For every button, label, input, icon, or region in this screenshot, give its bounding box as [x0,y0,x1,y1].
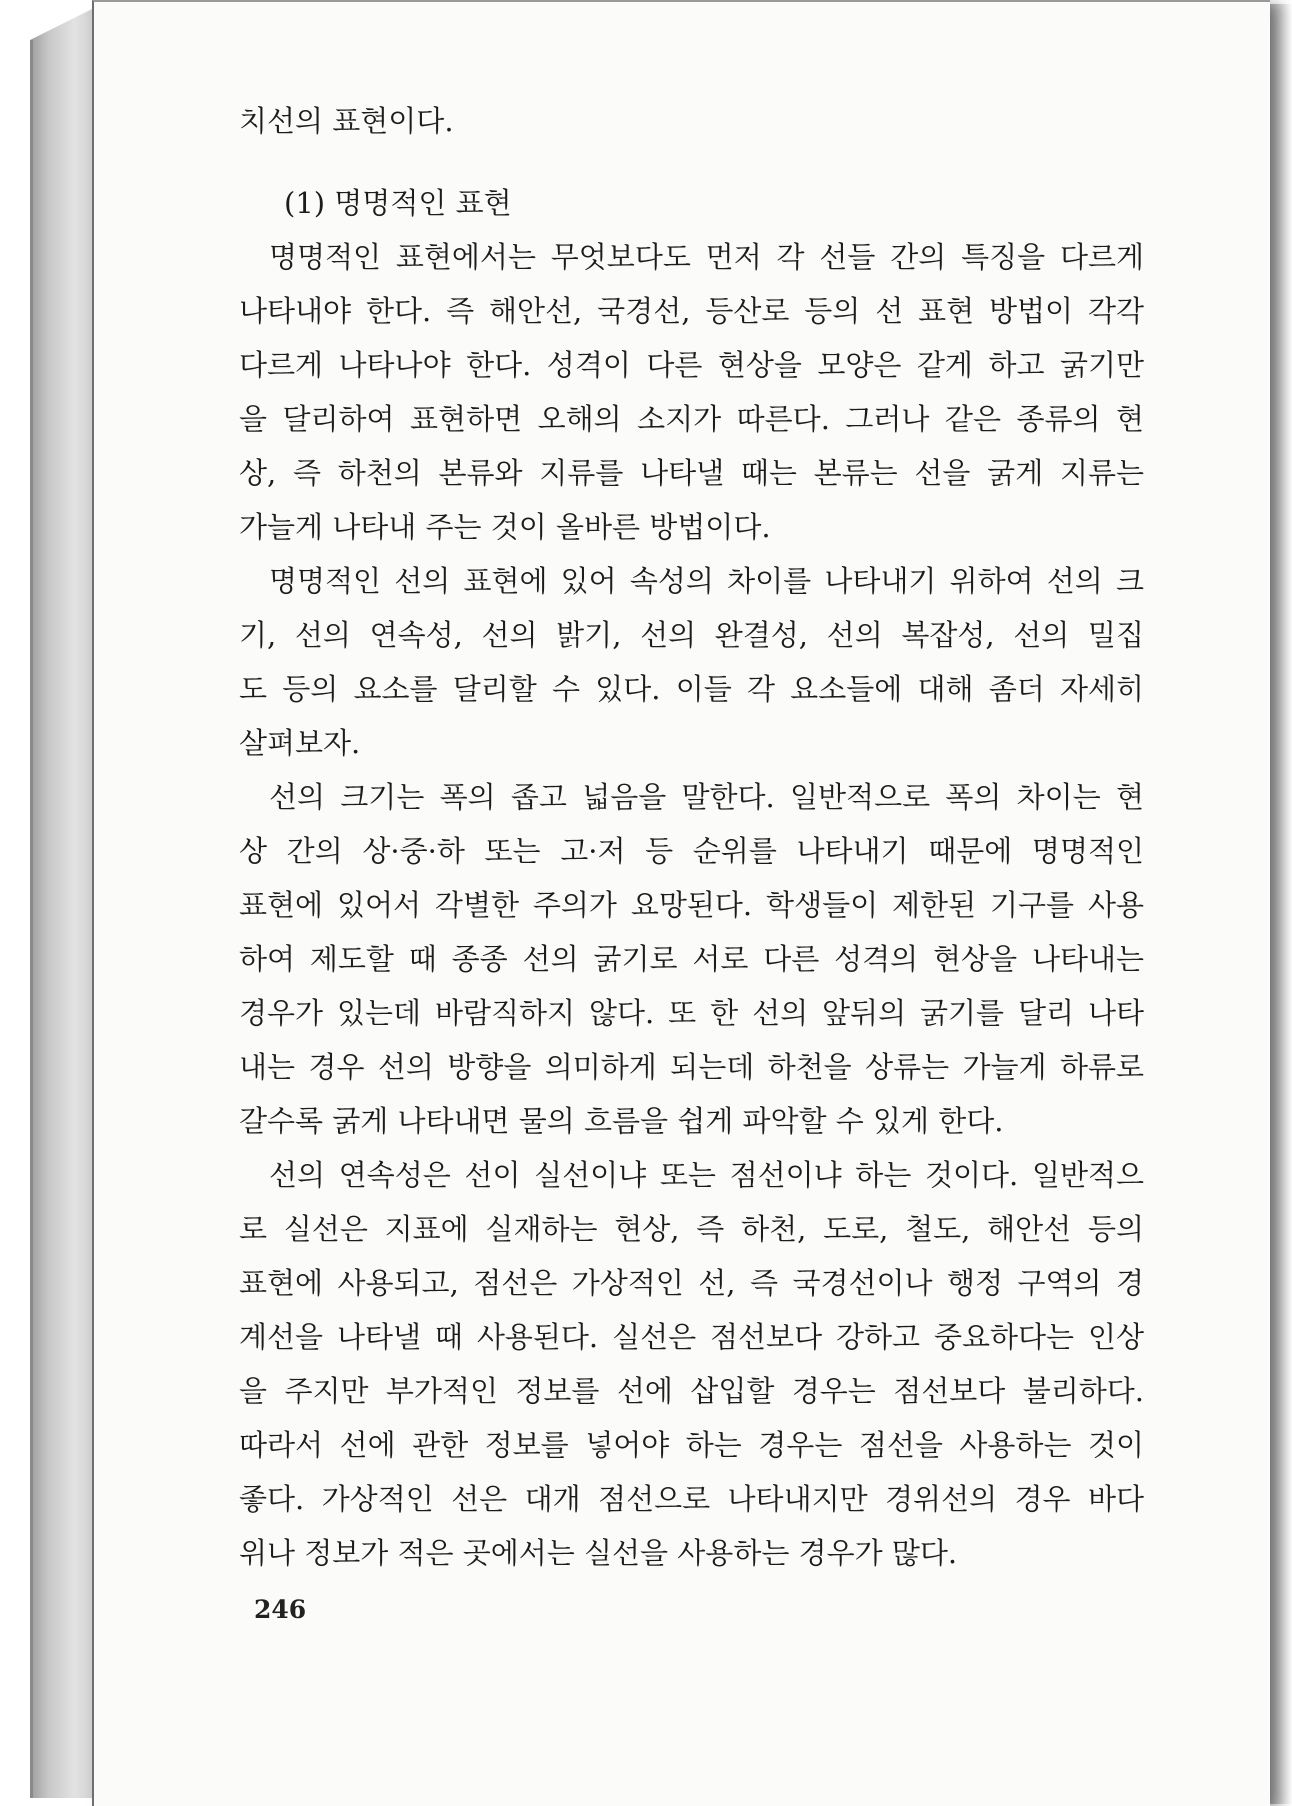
paragraph-line: 가늘게 나타내 주는 것이 올바른 방법이다. [239,510,771,544]
paragraph-line: 로 실선은 지표에 실재하는 현상, 즉 하천, 도로, 철도, 해안선 등의 [239,1212,1144,1246]
page-body [239,94,1144,1580]
paragraph-line: 상 간의 상·중·하 또는 고·저 등 순위를 나타내기 때문에 명명적인 [239,834,1144,868]
paragraph-line: 갈수록 굵게 나타내면 물의 흐름을 쉽게 파악할 수 있게 한다. [239,1104,1004,1138]
paragraph-line: 명명적인 선의 표현에 있어 속성의 차이를 나타내기 위하여 선의 크 [269,564,1144,598]
paragraph-line: 계선을 나타낼 때 사용된다. 실선은 점선보다 강하고 중요하다는 인상 [239,1320,1144,1354]
paragraph-line: 선의 크기는 폭의 좁고 넓음을 말한다. 일반적으로 폭의 차이는 현 [269,780,1144,814]
paragraph-line: 기, 선의 연속성, 선의 밝기, 선의 완결성, 선의 복잡성, 선의 밀집 [239,618,1144,652]
paragraph-line: 선의 연속성은 선이 실선이냐 또는 점선이냐 하는 것이다. 일반적으 [269,1158,1144,1192]
paragraph-line: 하여 제도할 때 종종 선의 굵기로 서로 다른 성격의 현상을 나타내는 [239,942,1144,976]
paragraph-line: 내는 경우 선의 방향을 의미하게 되는데 하천을 상류는 가늘게 하류로 [239,1050,1144,1084]
paragraph-line: 명명적인 표현에서는 무엇보다도 먼저 각 선들 간의 특징을 다르게 [269,240,1144,274]
book-page [92,0,1270,1806]
book-spine [30,8,94,1798]
paragraph-line: 을 달리하여 표현하면 오해의 소지가 따른다. 그러나 같은 종류의 현 [239,402,1144,436]
paragraph-line: 표현에 사용되고, 점선은 가상적인 선, 즉 국경선이나 행정 구역의 경 [239,1266,1144,1300]
page-edge-shadow [1270,4,1292,1804]
paragraph-line: 도 등의 요소를 달리할 수 있다. 이들 각 요소들에 대해 좀더 자세히 [239,672,1144,706]
paragraph-2 [239,554,1144,770]
paragraph-line: 경우가 있는데 바람직하지 않다. 또 한 선의 앞뒤의 굵기를 달리 나타 [239,996,1144,1030]
intro-line: 치선의 표현이다. [239,104,454,138]
paragraph-line: 표현에 있어서 각별한 주의가 요망된다. 학생들이 제한된 기구를 사용 [239,888,1144,922]
section-gap [239,148,1144,176]
book-spine-edge [30,40,33,1798]
paragraph-line: 따라서 선에 관한 정보를 넣어야 하는 경우는 점선을 사용하는 것이 [239,1428,1144,1462]
paragraph-line: 위나 정보가 적은 곳에서는 실선을 사용하는 경우가 많다. [239,1536,958,1570]
paragraph-3 [239,770,1144,1148]
paragraph-line: 좋다. 가상적인 선은 대개 점선으로 나타내지만 경위선의 경우 바다 [239,1482,1144,1516]
section-heading: (1) 명명적인 표현 [284,186,512,220]
paragraph-1 [239,230,1144,554]
paragraph-line: 다르게 나타나야 한다. 성격이 다른 현상을 모양은 같게 하고 굵기만 [239,348,1144,382]
page-number: 246 [254,1595,307,1624]
paragraph-line: 을 주지만 부가적인 정보를 선에 삽입할 경우는 점선보다 불리하다. [239,1374,1144,1408]
paragraph-line: 나타내야 한다. 즉 해안선, 국경선, 등산로 등의 선 표현 방법이 각각 [239,294,1144,328]
paragraph-4 [239,1148,1144,1580]
paragraph-line: 살펴보자. [239,726,361,760]
paragraph-line: 상, 즉 하천의 본류와 지류를 나타낼 때는 본류는 선을 굵게 지류는 [239,456,1144,490]
